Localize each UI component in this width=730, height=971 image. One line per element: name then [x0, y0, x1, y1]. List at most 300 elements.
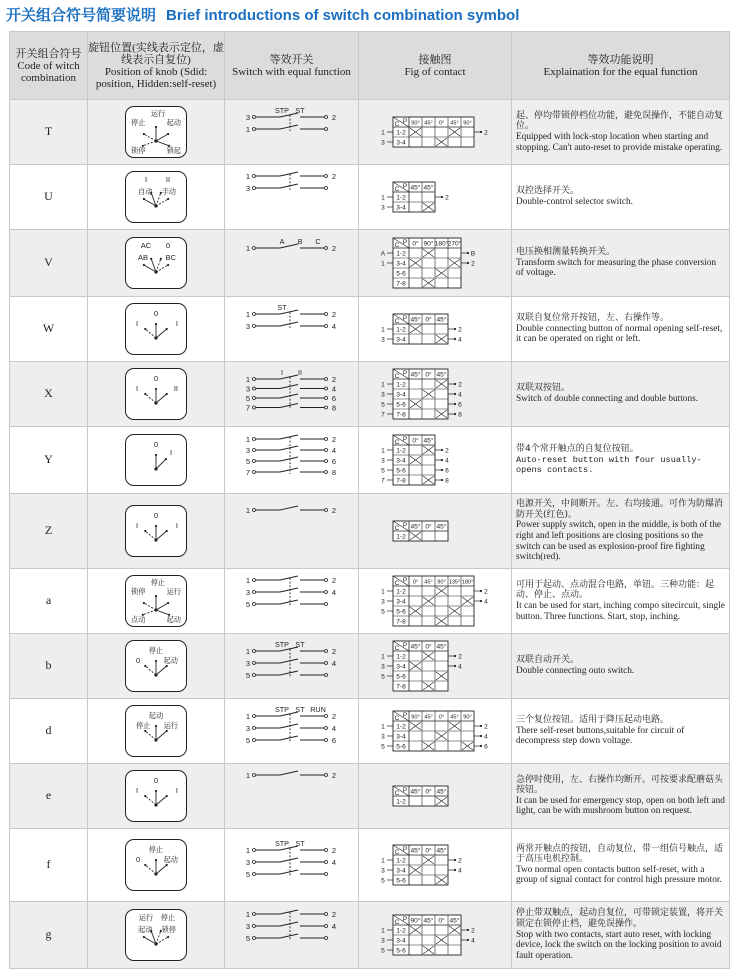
- contact-cell: [359, 296, 512, 361]
- terminal-label: 5: [245, 456, 250, 466]
- terminal-label: 4: [484, 598, 488, 606]
- header-knob-en: Position of knob (Sdid: position, Hidden:self-reset): [95, 65, 217, 90]
- knob-label: 运行: [138, 912, 154, 922]
- position-p-label: P: [402, 521, 408, 529]
- knob-label: 锁停: [131, 145, 146, 155]
- angle-label: 45°: [436, 523, 447, 531]
- contact-chart: [375, 103, 495, 161]
- angle-label: 90°: [437, 579, 446, 586]
- terminal-label: 5: [381, 743, 385, 751]
- contact-c-label: C: [394, 241, 400, 249]
- terminal-label: 2: [331, 505, 336, 515]
- contact-label: 3-4: [396, 139, 406, 147]
- switch-diagram: [242, 908, 342, 962]
- code-cell: f: [10, 828, 88, 901]
- position-p-label: P: [402, 435, 408, 443]
- header-function: [512, 32, 730, 100]
- description-zh: 双联双按钮。: [516, 383, 571, 394]
- terminal-label: 4: [458, 663, 462, 671]
- knob-label: II: [165, 174, 171, 184]
- terminal-label: 5: [245, 599, 250, 609]
- knob-label: 锁停: [161, 924, 176, 934]
- angle-label: 45°: [436, 847, 447, 855]
- terminal-label: 3: [245, 384, 250, 394]
- terminal-label: 6: [484, 743, 488, 751]
- description-en: Auto-reset button with four usually-opens contacts.: [516, 454, 702, 476]
- switch-name-label: ST: [294, 105, 305, 115]
- terminal-label: 2: [331, 770, 336, 780]
- knob-diagram: [126, 435, 186, 485]
- table-row: [10, 633, 730, 698]
- switch-diagram: [242, 504, 342, 558]
- description-en: There self-reset buttons,suitable for circuit of decompress step down voltage.: [516, 725, 685, 747]
- terminal-label: 1: [245, 374, 250, 384]
- switch-frame: [242, 908, 342, 962]
- header-contact-en: Fig of contact: [404, 65, 466, 78]
- description-en: Switch of double connecting and double buttons.: [516, 393, 699, 404]
- terminal-label: 1: [245, 505, 250, 515]
- terminal-label: 5: [381, 608, 385, 616]
- knob-diagram: [126, 369, 186, 419]
- terminal-label: 3: [381, 457, 385, 465]
- terminal-label: 2: [445, 194, 449, 202]
- description-zh: 电压换相测量转换开关。: [516, 247, 616, 258]
- knob-label: AC: [140, 240, 152, 250]
- contact-cell: [359, 568, 512, 633]
- terminal-label: 4: [331, 321, 336, 331]
- function-description: [512, 361, 730, 426]
- description-zh: 双联自复位常开按钮，左、右操作等。: [516, 313, 670, 324]
- terminal-label: 1: [381, 857, 385, 865]
- contact-c-label: C: [394, 372, 400, 380]
- code-cell: Z: [10, 493, 88, 568]
- header-function-zh: 等效功能说明: [587, 53, 654, 66]
- header-knob: [88, 32, 225, 100]
- terminal-label: 3: [381, 867, 385, 875]
- header-code-en: Code of witch combination: [17, 59, 80, 84]
- contact-frame: [375, 168, 495, 226]
- knob-frame: [125, 434, 187, 486]
- terminal-label: 5: [245, 735, 250, 745]
- contact-c-label: C: [394, 714, 400, 722]
- angle-label: 90°: [411, 120, 420, 127]
- terminal-label: 6: [331, 456, 336, 466]
- knob-label: 手动: [161, 186, 176, 196]
- switch-name-label: C: [314, 236, 321, 246]
- angle-label: 45°: [424, 120, 433, 127]
- function-description: [512, 229, 730, 296]
- terminal-label: 4: [331, 658, 336, 668]
- code-cell: d: [10, 698, 88, 763]
- header-switch-en: Switch with equal function: [232, 65, 351, 78]
- contact-c-label: C: [394, 120, 400, 128]
- header-knob-zh: 旋钮位置(实线表示定位，虚线表示自复位): [88, 41, 224, 66]
- switch-cell: [225, 296, 359, 361]
- terminal-label: 6: [458, 401, 462, 409]
- contact-label: 5-6: [396, 947, 406, 955]
- terminal-label: 5: [245, 393, 250, 403]
- contact-label: 1-2: [396, 250, 406, 258]
- terminal-label: B: [470, 250, 476, 258]
- position-p-label: P: [402, 117, 408, 125]
- terminal-label: 1: [245, 434, 250, 444]
- terminal-label: 7: [245, 467, 250, 477]
- terminal-label: 5: [381, 467, 385, 475]
- switch-name-label: ST: [294, 838, 305, 848]
- knob-diagram: [126, 840, 186, 890]
- description-en: Double connecting button of normal opening self-reset, it can be operated on right or left.: [516, 323, 723, 345]
- position-p-label: P: [402, 786, 408, 794]
- contact-chart: [375, 906, 495, 964]
- terminal-label: 1: [245, 909, 250, 919]
- contact-label: 1-2: [396, 129, 406, 137]
- angle-label: 0°: [425, 316, 432, 324]
- knob-label: 停止: [150, 577, 166, 587]
- terminal-label: 1: [381, 447, 385, 455]
- knob-label: 0: [153, 510, 159, 520]
- switch-frame: [242, 236, 342, 290]
- knob-frame: [125, 106, 187, 158]
- contact-cell: [359, 633, 512, 698]
- description-en: Equipped with lock-stop location when starting and stopping. Can't auto-reset to provide mistake operating.: [516, 131, 723, 153]
- table-row: [10, 229, 730, 296]
- contact-frame: [375, 502, 495, 560]
- knob-label: 停止: [136, 720, 151, 730]
- terminal-label: 1: [245, 124, 250, 134]
- switch-cell: [225, 698, 359, 763]
- terminal-label: 3: [381, 733, 385, 741]
- switch-diagram: [242, 639, 342, 693]
- terminal-label: 1: [245, 711, 250, 721]
- contact-chart: [375, 637, 495, 695]
- contact-cell: [359, 493, 512, 568]
- description-zh: 双联自动开关。: [516, 655, 580, 666]
- terminal-label: 5: [245, 670, 250, 680]
- contact-label: 5-6: [396, 608, 406, 616]
- description-zh: 起、停均带锁停档位功能，避免误操作，不能自动复位。: [516, 110, 724, 132]
- description-en: It can be used for start, inching compo sitecircuit, single button. Three functions. Start, stop, inching.: [516, 600, 725, 622]
- function-description: [512, 763, 730, 828]
- contact-c-label: C: [394, 185, 400, 193]
- terminal-label: 4: [331, 445, 336, 455]
- code-cell: W: [10, 296, 88, 361]
- terminal-label: 1: [381, 588, 385, 596]
- knob-label: 0: [153, 308, 159, 318]
- knob-label: 起动: [148, 710, 164, 720]
- description-zh: 带4个常开触点的自复位按钮。: [516, 443, 639, 454]
- contact-chart: [375, 767, 495, 825]
- contact-label: 1-2: [396, 653, 406, 661]
- code-cell: V: [10, 229, 88, 296]
- angle-label: 45°: [410, 847, 421, 855]
- switch-cell: [225, 828, 359, 901]
- contact-c-label: C: [394, 789, 400, 797]
- switch-cell: [225, 901, 359, 968]
- knob-label: 停止: [148, 844, 164, 854]
- knob-cell: [88, 229, 225, 296]
- knob-label: I: [136, 520, 139, 530]
- terminal-label: 4: [445, 457, 449, 465]
- terminal-label: 2: [484, 129, 488, 137]
- angle-label: 45°: [410, 523, 421, 531]
- contact-label: 1-2: [396, 927, 406, 935]
- switch-symbol-table: [9, 31, 730, 969]
- knob-label: BC: [165, 252, 176, 262]
- angle-label: 45°: [436, 643, 447, 651]
- switch-name-label: II: [297, 367, 302, 377]
- knob-diagram: [126, 107, 186, 157]
- terminal-label: 4: [331, 723, 336, 733]
- switch-cell: [225, 633, 359, 698]
- knob-cell: [88, 901, 225, 968]
- switch-diagram: [242, 367, 342, 421]
- angle-label: 45°: [423, 184, 434, 192]
- header-switch-zh: 等效开关: [269, 53, 314, 66]
- knob-label: 起动: [163, 854, 178, 864]
- knob-diagram: [126, 576, 186, 626]
- terminal-label: 1: [381, 194, 385, 202]
- function-description: [512, 100, 730, 165]
- contact-label: 7-8: [396, 683, 406, 691]
- contact-frame: [375, 767, 495, 825]
- function-description: [512, 698, 730, 763]
- terminal-label: 1: [381, 653, 385, 661]
- angle-label: 45°: [410, 184, 421, 192]
- knob-diagram: [126, 910, 186, 960]
- terminal-label: 1: [381, 381, 385, 389]
- switch-diagram: [242, 838, 342, 892]
- switch-frame: [242, 433, 342, 487]
- table-row: [10, 763, 730, 828]
- table-row: [10, 296, 730, 361]
- terminal-label: 2: [458, 326, 462, 334]
- knob-label: 锁起: [166, 145, 181, 155]
- knob-diagram: [126, 172, 186, 222]
- contact-label: 1-2: [396, 326, 406, 334]
- terminal-label: 7: [245, 403, 250, 413]
- knob-label: 自动: [138, 186, 153, 196]
- terminal-label: 3: [381, 391, 385, 399]
- switch-diagram: [242, 105, 342, 159]
- angle-label: 90°: [410, 917, 421, 925]
- switch-diagram: [242, 236, 342, 290]
- knob-diagram: [126, 506, 186, 556]
- contact-frame: [375, 234, 495, 292]
- terminal-label: 1: [381, 927, 385, 935]
- description-en: Transform switch for measuring the phase conversion of voltage.: [516, 257, 717, 279]
- knob-cell: [88, 828, 225, 901]
- contact-frame: [375, 572, 495, 630]
- terminal-label: 1: [245, 171, 250, 181]
- table-row: [10, 901, 730, 968]
- terminal-label: 5: [245, 933, 250, 943]
- knob-label: 0: [165, 240, 171, 250]
- contact-label: 5-6: [396, 401, 406, 409]
- position-p-label: P: [402, 182, 408, 190]
- angle-label: 0°: [425, 523, 432, 531]
- terminal-label: 7: [381, 411, 385, 419]
- title-zh: 开关组合符号简要说明: [6, 7, 157, 24]
- knob-frame: [125, 505, 187, 557]
- page-title: [6, 4, 519, 28]
- contact-cell: [359, 698, 512, 763]
- angle-label: 45°: [436, 788, 447, 796]
- contact-label: 7-8: [396, 477, 406, 485]
- knob-label: 运行: [150, 108, 166, 118]
- contact-label: 3-4: [396, 663, 406, 671]
- description-en: Double-control selector switch.: [516, 196, 633, 207]
- contact-frame: [375, 906, 495, 964]
- terminal-label: 3: [381, 336, 385, 344]
- table-header-row: [10, 32, 730, 100]
- knob-label: 0: [136, 655, 141, 665]
- terminal-label: 2: [484, 723, 488, 731]
- function-description: [512, 568, 730, 633]
- description-zh: 双控选择开关。: [516, 186, 580, 197]
- contact-label: 1-2: [396, 798, 406, 806]
- terminal-label: 8: [445, 477, 449, 485]
- terminal-label: 5: [381, 673, 385, 681]
- contact-chart: [375, 431, 495, 489]
- knob-frame: [125, 303, 187, 355]
- terminal-label: 1: [245, 309, 250, 319]
- table-row: [10, 493, 730, 568]
- knob-cell: [88, 568, 225, 633]
- title-en: Brief introductions of switch combination symbol: [166, 7, 520, 24]
- position-p-label: P: [402, 711, 408, 719]
- knob-label: 运行: [163, 720, 178, 730]
- switch-frame: [242, 769, 342, 823]
- angle-label: 45°: [410, 643, 421, 651]
- table-row: [10, 828, 730, 901]
- header-contact: [359, 32, 512, 100]
- position-p-label: P: [402, 238, 408, 246]
- contact-label: 5-6: [396, 743, 406, 751]
- switch-frame: [242, 639, 342, 693]
- angle-label: 0°: [438, 714, 445, 721]
- angle-label: 45°: [424, 714, 433, 721]
- contact-label: 7-8: [396, 618, 406, 626]
- terminal-label: 6: [331, 393, 336, 403]
- switch-diagram: [242, 302, 342, 356]
- angle-label: 0°: [438, 120, 445, 127]
- contact-frame: [375, 836, 495, 894]
- terminal-label: 3: [245, 658, 250, 668]
- terminal-label: 2: [458, 857, 462, 865]
- table-row: [10, 426, 730, 493]
- angle-label: 45°: [436, 316, 447, 324]
- terminal-label: 2: [331, 845, 336, 855]
- knob-label: I: [175, 785, 178, 795]
- terminal-label: 5: [381, 947, 385, 955]
- terminal-label: 2: [331, 711, 336, 721]
- terminal-label: 1: [381, 129, 385, 137]
- knob-label: 起动: [163, 655, 178, 665]
- terminal-label: 3: [245, 321, 250, 331]
- terminal-label: 1: [381, 723, 385, 731]
- terminal-label: 6: [331, 735, 336, 745]
- knob-cell: [88, 633, 225, 698]
- contact-frame: [375, 431, 495, 489]
- terminal-label: 1: [245, 575, 250, 585]
- function-description: [512, 901, 730, 968]
- terminal-label: 3: [381, 937, 385, 945]
- knob-diagram: [126, 771, 186, 821]
- knob-label: 起动: [166, 117, 181, 127]
- knob-cell: [88, 698, 225, 763]
- contact-c-label: C: [394, 579, 400, 587]
- terminal-label: 2: [331, 434, 336, 444]
- contact-label: 3-4: [396, 867, 406, 875]
- contact-c-label: C: [394, 848, 400, 856]
- switch-cell: [225, 763, 359, 828]
- knob-label: 停止: [131, 117, 146, 127]
- switch-frame: [242, 704, 342, 758]
- terminal-label: A: [380, 250, 386, 258]
- contact-c-label: C: [394, 317, 400, 325]
- description-zh: 三个复位按钮。适用于降压起动电路。: [516, 715, 670, 726]
- angle-label: 0°: [412, 579, 419, 586]
- switch-frame: [242, 302, 342, 356]
- knob-cell: [88, 164, 225, 229]
- switch-cell: [225, 361, 359, 426]
- contact-chart: [375, 572, 495, 630]
- contact-cell: [359, 361, 512, 426]
- switch-name-label: A: [279, 236, 284, 246]
- contact-cell: [359, 828, 512, 901]
- description-en: Power supply switch, open in the middle, is both of the right and left positions are closing positions so the switch can be used as explosion-proof fire fighting switch(red).: [516, 520, 722, 563]
- contact-c-label: C: [394, 644, 400, 652]
- terminal-label: 3: [381, 139, 385, 147]
- switch-cell: [225, 164, 359, 229]
- terminal-label: 2: [331, 646, 336, 656]
- knob-label: I: [175, 520, 178, 530]
- terminal-label: 1: [245, 845, 250, 855]
- terminal-label: 4: [458, 391, 462, 399]
- header-code-zh: 开关组合符号: [15, 47, 82, 60]
- terminal-label: 3: [245, 723, 250, 733]
- header-switch: [225, 32, 359, 100]
- knob-diagram: [126, 304, 186, 354]
- description-en: It can be used for emergency stop, open on both left and light, can be with mushroom button on request.: [516, 795, 725, 817]
- table-row: [10, 361, 730, 426]
- terminal-label: 2: [471, 927, 475, 935]
- knob-label: I: [175, 318, 178, 328]
- terminal-label: 4: [458, 867, 462, 875]
- switch-name-label: ST: [294, 639, 305, 649]
- terminal-label: 2: [331, 909, 336, 919]
- code-cell: T: [10, 100, 88, 165]
- terminal-label: 3: [245, 112, 250, 122]
- switch-frame: [242, 170, 342, 224]
- contact-chart: [375, 234, 495, 292]
- angle-label: 45°: [423, 917, 434, 925]
- header-function-en: Explaination for the equal function: [543, 65, 698, 78]
- knob-label: I: [136, 785, 139, 795]
- contact-chart: [375, 365, 495, 423]
- knob-label: 起动: [166, 614, 181, 624]
- contact-label: 5-6: [396, 673, 406, 681]
- switch-diagram: [242, 574, 342, 628]
- description-zh: 可用于起动、点动混合电路，单钮。三种功能：起动、停止、点动。: [516, 579, 715, 601]
- description-zh: 停止带双触点，起动自复位，可带锁定装置，将开关锁定在锁停止档，避免误操作。: [516, 908, 724, 930]
- angle-label: 90°: [423, 240, 434, 248]
- switch-cell: [225, 568, 359, 633]
- terminal-label: 2: [331, 243, 336, 253]
- terminal-label: 1: [381, 326, 385, 334]
- knob-cell: [88, 426, 225, 493]
- knob-frame: [125, 368, 187, 420]
